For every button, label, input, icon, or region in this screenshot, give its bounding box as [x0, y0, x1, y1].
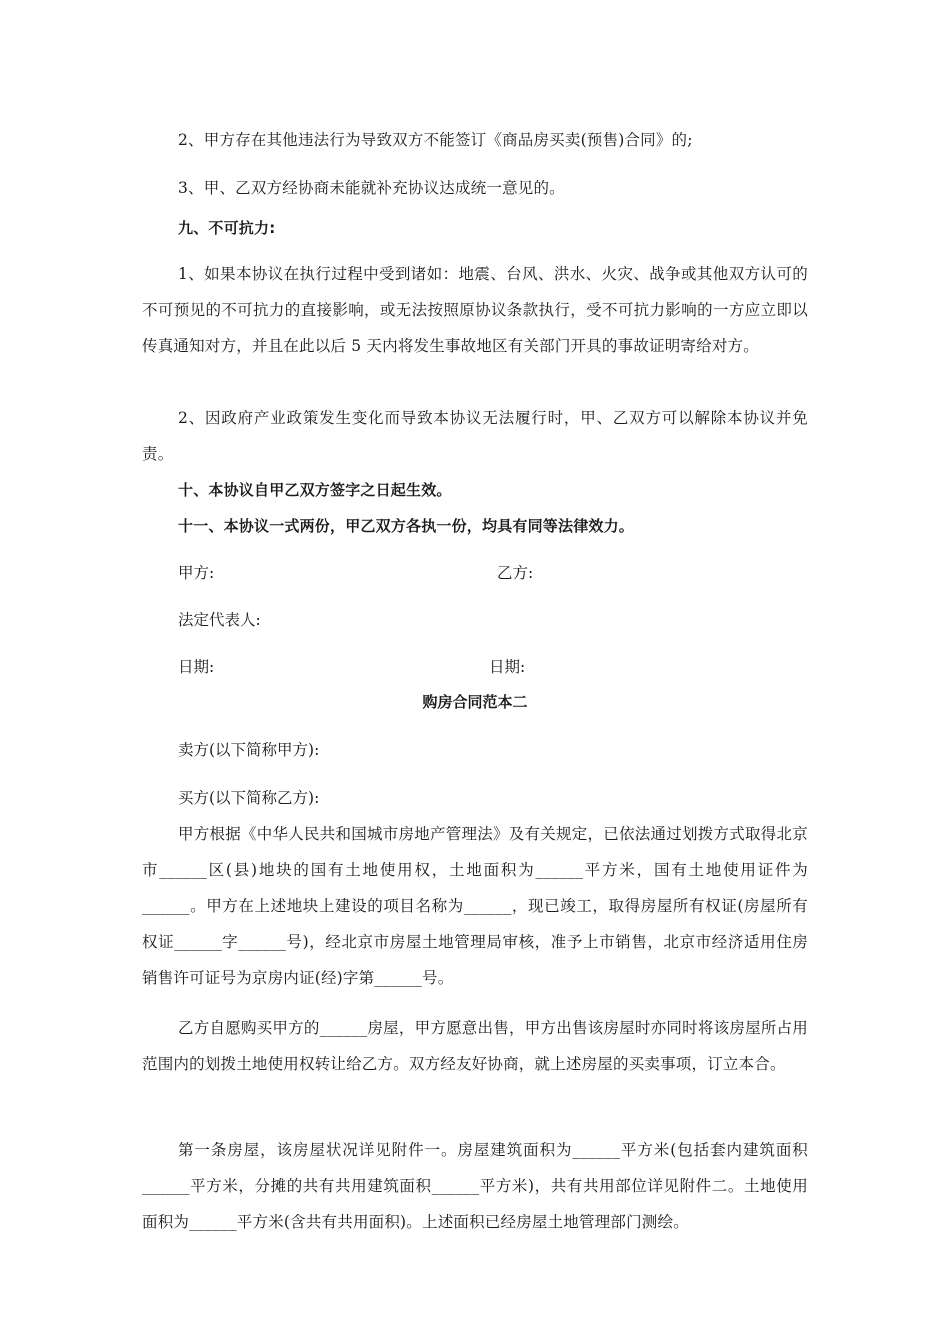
party-a-label: 甲方: [178, 564, 215, 582]
contract-2-preamble: 甲方根据《中华人民共和国城市房地产管理法》及有关规定，已依法通过划拨方式取得北京市______区(县)地块的国有土地使用权，土地面积为______平方米，国有土地使用证件为______。甲方在上述地块上建设的项目名称为______，现已竣工，取得房屋所有权证(房屋所有权证______字______号)，经北京市房屋土地管理局审核，准予上市销售，北京市经济适用住房销售许可证号为京房内证(经)字第______号。 [142, 825, 808, 987]
contract-2-agreement: 乙方自愿购买甲方的______房屋，甲方愿意出售，甲方出售该房屋时亦同时将该房屋所占用范围内的划拨土地使用权转让给乙方。双方经友好协商，就上述房屋的买卖事项，订立本合。 [142, 1019, 808, 1073]
article-1-house: 第一条房屋，该房屋状况详见附件一。房屋建筑面积为______平方米(包括套内建筑面积______平方米，分摊的共有共用建筑面积______平方米)，共有共用部位详见附件二。土地使用面积为______平方米(含共有共用面积)。上述面积已经房屋土地管理部门测绘。 [142, 1141, 808, 1231]
party-b-label: 乙方: [497, 564, 534, 582]
contract-2-title: 购房合同范本二 [422, 693, 528, 711]
legal-rep-label: 法定代表人: [178, 611, 261, 629]
date-a-label: 日期: [178, 658, 215, 676]
date-b-label: 日期: [489, 658, 526, 676]
clause-9-item-2: 2、因政府产业政策发生变化而导致本协议无法履行时，甲、乙双方可以解除本协议并免责。 [142, 409, 808, 463]
clause-11: 十一、本协议一式两份，甲乙双方各执一份，均具有同等法律效力。 [178, 517, 635, 535]
buyer-label: 买方(以下简称乙方): [178, 789, 320, 807]
clause-9-item-1: 1、如果本协议在执行过程中受到诸如：地震、台风、洪水、火灾、战争或其他双方认可的不可预见的不可抗力的直接影响，或无法按照原协议条款执行，受不可抗力影响的一方应立即以传真通知对方，并且在此以后 5 天内将发生事故地区有关部门开具的事故证明寄给对方。 [142, 265, 808, 355]
clause-9-heading: 九、不可抗力: [178, 219, 276, 237]
seller-label: 卖方(以下简称甲方): [178, 741, 320, 759]
clause-8-item-3: 3、甲、乙双方经协商未能就补充协议达成统一意见的。 [178, 179, 565, 197]
clause-8-item-2: 2、甲方存在其他违法行为导致双方不能签订《商品房买卖(预售)合同》的; [178, 131, 693, 149]
clause-10: 十、本协议自甲乙双方签字之日起生效。 [178, 481, 452, 499]
